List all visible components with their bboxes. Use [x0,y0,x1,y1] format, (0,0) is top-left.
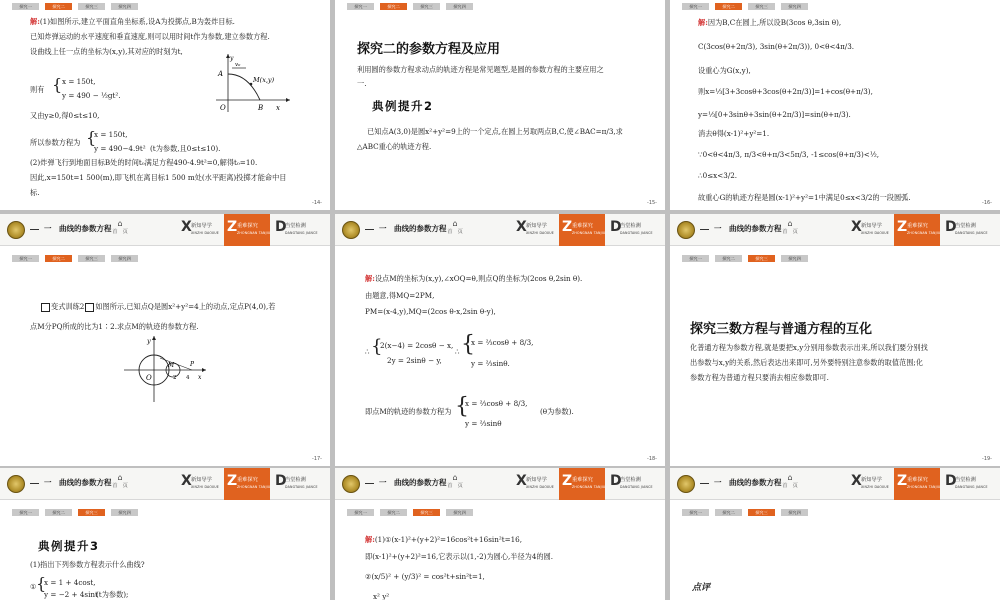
home-button[interactable]: ⌂ 首 页 [775,473,805,491]
slide-19[interactable] [670,214,1000,466]
section-tabs [12,255,144,263]
label-y: y [147,337,151,345]
school-logo [7,221,25,239]
slide-header [335,214,665,246]
nav-xinzhi-button[interactable]: X 新知导学 XINZHI DAOXUE [851,219,889,235]
solution-line-3: PM=(x-4,y),MQ=(2cos θ-x,2sin θ-y), [365,307,496,316]
brace: { [455,394,469,419]
system-eq-2: 2y = 2sinθ − y, [387,356,442,365]
label-v0: v₀ [235,62,241,68]
tab-2[interactable]: 探究二 [715,255,742,262]
exercise-line-1: 变式训练2 如图所示,已知点Q是圆x²+y²=4上的动点,定点P(4,0),若 [40,302,275,312]
system-eq-4: y = ⅔sinθ. [471,359,510,368]
school-logo [342,475,360,493]
school-logo [677,475,695,493]
slide-20[interactable] [0,468,330,600]
slide-15[interactable] [335,0,665,210]
tab-3[interactable]: 探究三 [413,509,440,516]
home-button[interactable]: ⌂ 首 页 [440,219,470,237]
section-tabs [682,509,814,517]
result-eq-y: y = ⅔sinθ [465,419,502,428]
tab-4[interactable]: 探究四 [446,3,473,10]
slide-header [0,214,330,246]
tab-3[interactable]: 探究三 [78,509,105,516]
curve-eq-x: x = 1 + 4cost, [44,578,96,587]
tab-4[interactable]: 探究四 [446,509,473,516]
tab-2[interactable]: 探究二 [45,3,72,10]
nav-zhongnan-button[interactable]: Z 重难探究 ZHONGNAN TANJIU [224,468,270,500]
nav-dangtang-button[interactable]: D 当堂检测 DANGTANG JIANCE [275,219,318,235]
section-tabs [347,3,479,11]
nav-zhongnan-button[interactable]: Z 重难探究 ZHONGNAN TANJIU [559,214,605,246]
section-tabs [12,3,144,11]
tab-1[interactable]: 探究一 [682,255,709,262]
tab-3[interactable]: 探究三 [748,3,775,10]
placeholder-box-icon [41,303,50,312]
placeholder-box-icon [85,303,94,312]
label-x: x [198,374,202,381]
intro-line-3: 参数方程为普通方程只要消去相应参数即可. [690,373,829,382]
example-heading: 典例提升2 [372,99,434,113]
tab-3[interactable]: 探究三 [78,255,105,262]
param-range: (t为参数,且0≤t≤10). [150,144,221,153]
home-button[interactable]: ⌂ 首 页 [440,473,470,491]
home-icon: ⌂ [787,219,793,228]
chapter-title: 一 曲线的参数方程 [379,224,447,233]
tab-4[interactable]: 探究四 [111,255,138,262]
tab-3[interactable]: 探究三 [78,3,105,10]
page-number: -17- [312,455,322,462]
solution-line-2: 由题意,得MQ=2PM, [365,291,435,300]
tick-2: 2 [173,375,177,381]
param-y: y = 490−4.9t² [94,144,146,153]
question-line-2: △ABC重心的轨迹方程. [357,142,432,151]
home-button[interactable]: ⌂ 首 页 [775,219,805,237]
label-m: M(x,y) [253,76,275,84]
slide-header [335,468,665,500]
exercise-line-2: 点M分PQ所成的比为1∶2.求点M的轨迹的参数方程. [30,322,199,331]
nav-dangtang-button[interactable]: D 当堂检测 DANGTANG JIANCE [610,219,653,235]
y-arrow [152,336,156,340]
school-logo [342,221,360,239]
solution-line-4: x² y² [373,592,390,600]
label-o: O [220,104,226,112]
solution-line-6: 消去θ得(x-1)²+y²=1. [698,129,770,138]
nav-dangtang-button[interactable]: D 当堂检测 DANGTANG JIANCE [945,473,988,489]
solution-line-1: 解:(1)如图所示,建立平面直角坐标系,设A为投掷点,B为轰炸目标. [30,17,235,26]
label-a: A [218,70,224,78]
label-m: M [168,362,175,369]
slide-header [0,468,330,500]
solution-line-7: ∵0<θ<4π/3, π/3<θ+π/3<5π/3, -1≤cos(θ+π/3)<½, [698,150,880,159]
slide-14[interactable] [0,0,330,210]
tab-4[interactable]: 探究四 [781,509,808,516]
question-line: (1)指出下列参数方程表示什么曲线? [30,560,145,569]
brace: { [36,574,47,593]
solution-line-3: 设曲线上任一点的坐标为(x,y),其对应的时刻为t, [30,47,183,56]
brace: { [461,332,475,357]
label-x: x [276,104,280,112]
slide-16[interactable] [670,0,1000,210]
circle-figure [120,334,210,404]
section-tabs [12,509,144,517]
intro-line-1: 利用圆的参数方程求动点的轨迹方程是常见题型,是圆的参数方程的主要应用之 [357,65,604,74]
brace: { [86,128,97,147]
tab-1[interactable]: 探究一 [682,509,709,516]
nav-dangtang-button[interactable]: D 当堂检测 DANGTANG JIANCE [610,473,653,489]
home-icon: ⌂ [452,473,458,482]
chapter-title: 一 曲线的参数方程 [714,224,782,233]
result-eq-x: x = ⅔cosθ + 8/3, [465,399,528,408]
solution-line-2: 已知炸弹运动的水平速度和垂直速度,则可以用时间t作为参数,建立参数方程. [30,32,270,41]
intro-line-2: 一. [357,79,367,88]
therefore-sign: ∴ [365,347,370,356]
tab-2[interactable]: 探究二 [715,3,742,10]
tab-3[interactable]: 探究三 [748,509,775,516]
section-tabs [682,3,814,11]
chapter-title: 一 曲线的参数方程 [714,478,782,487]
home-icon: ⌂ [452,219,458,228]
chapter-title: 一 曲线的参数方程 [44,478,112,487]
solution-line-7: (2)炸弹飞行到地面目标B处的时间t₀满足方程490-4.9t²=0,解得t₀=10. [30,158,258,167]
curve-note: (t为参数); [96,590,129,599]
nav-zhongnan-button[interactable]: Z 重难探究 ZHONGNAN TANJIU [559,468,605,500]
tab-4[interactable]: 探究四 [781,3,808,10]
tab-2[interactable]: 探究二 [380,3,407,10]
solution-line-8: 因此,x=150t=1 500(m),即飞机在离目标1 500 m处(水平距离)投掷才能命中目 [30,173,287,182]
x-arrow [202,368,206,372]
question-line-1: 已知点A(3,0)是圆x²+y²=9上的一个定点,在圆上另取两点B,C,使∠BAC=π/3,求 [367,127,623,136]
tab-2[interactable]: 探究二 [380,509,407,516]
home-button[interactable]: ⌂ 首 页 [105,473,135,491]
circled-one: ① [30,582,37,591]
solution-line-4: 则x=⅓[3+3cosθ+3cos(θ+2π/3)]=1+cos(θ+π/3), [698,87,873,96]
solution-line-9: 故重心G的轨迹方程是圆(x-1)²+y²=1中满足0≤x<3/2的一段圆弧. [698,193,911,202]
label-p: P [190,361,195,368]
nav-dangtang-button[interactable]: D 当堂检测 DANGTANG JIANCE [275,473,318,489]
slide-22[interactable] [670,468,1000,600]
tab-1[interactable]: 探究一 [682,3,709,10]
tab-4[interactable]: 探究四 [781,255,808,262]
solution-line-5: 又由y≥0,得0≤t≤10, [30,111,100,120]
system-eq-3: x = ⅔cosθ + 8/3, [471,338,534,347]
slide-header [670,468,1000,500]
solution-line-3: 设重心为G(x,y), [698,66,751,75]
chapter-title: 一 曲线的参数方程 [44,224,112,233]
chapter-title: 一 曲线的参数方程 [379,478,447,487]
tab-1[interactable]: 探究一 [347,3,374,10]
solution-line-5: y=⅓[0+3sinθ+3sin(θ+2π/3)]=sin(θ+π/3). [698,110,851,119]
school-logo [677,221,695,239]
tab-4[interactable]: 探究四 [111,509,138,516]
nav-xinzhi-button[interactable]: X 新知导学 XINZHI DAOXUE [181,473,219,489]
nav-zhongnan-button[interactable]: Z 重难探究 ZHONGNAN TANJIU [224,214,270,246]
page-number: -15- [647,199,657,206]
slide-header [670,214,1000,246]
eq-x: x = 150t, [62,77,96,86]
point-m [250,83,253,86]
therefore-sign-2: ∴ [455,347,460,356]
tab-1[interactable]: 探究一 [12,3,39,10]
tab-2[interactable]: 探究二 [45,255,72,262]
nav-zhongnan-button[interactable]: Z 重难探究 ZHONGNAN TANJIU [894,214,940,246]
x-arrow [286,98,290,102]
section-title: 探究二的参数方程及应用 [357,42,501,57]
solution-line-2: 即(x-1)²+(y+2)²=16,它表示以(1,-2)为圆心,半径为4的圆. [365,552,554,561]
label-o: O [146,374,152,382]
tab-1[interactable]: 探究一 [12,255,39,262]
slide-17[interactable] [0,214,330,466]
school-logo [7,475,25,493]
intro-line-1: 化普通方程为参数方程,就是要把x,y分别用参数表示出来,所以我们要分别找 [690,343,928,352]
slide-21[interactable] [335,468,665,600]
system-eq-1: 2(x−4) = 2cosθ − x, [380,341,454,350]
nav-dangtang-button[interactable]: D 当堂检测 DANGTANG JIANCE [945,219,988,235]
param-x: x = 150t, [94,130,128,139]
solution-line-9: 标. [30,188,40,197]
section-tabs [347,509,479,517]
solution-line-3: ②(x/5)² + (y/3)² = cos²t+sin²t=1, [365,572,485,581]
label-y: y [230,55,234,62]
solution-line-1: 解:因为B,C在圆上,所以设B(3cos θ,3sin θ), [698,18,842,27]
page-number: -18- [647,455,657,462]
solution-line-2: C(3cos(θ+2π/3), 3sin(θ+2π/3)), 0<θ<4π/3. [698,42,855,51]
slide-18[interactable] [335,214,665,466]
tab-4[interactable]: 探究四 [111,3,138,10]
tab-2[interactable]: 探究二 [715,509,742,516]
eq-y: y = 490 − ½gt². [62,91,121,100]
home-button[interactable]: ⌂ 首 页 [105,219,135,237]
tab-2[interactable]: 探究二 [45,509,72,516]
label-b: B [258,104,264,112]
curve-eq-y: y = −2 + 4sint [44,590,98,599]
solution-line-1: 解:设点M的坐标为(x,y),∠xOQ=θ,则点Q的坐标为(2cos θ,2sin θ). [365,274,583,283]
solution-line-1: 解:(1)①(x-1)²+(y+2)²=16cos²t+16sin²t=16, [365,535,523,544]
tab-3[interactable]: 探究三 [413,3,440,10]
tab-1[interactable]: 探究一 [12,509,39,516]
nav-xinzhi-button[interactable]: X 新知导学 XINZHI DAOXUE [516,473,554,489]
page-number: -16- [982,199,992,206]
brace: { [371,336,383,357]
home-icon: ⌂ [787,473,793,482]
solution-line-8: ∴0≤x<3/2. [698,171,738,180]
page-number: -19- [982,455,992,462]
comment-heading: 点评 [692,583,711,593]
section-tabs [682,255,814,263]
page-number: -14- [312,199,322,206]
tick-4: 4 [186,375,190,381]
nav-xinzhi-button[interactable]: X 新知导学 XINZHI DAOXUE [516,219,554,235]
trajectory-figure [208,52,292,118]
nav-zhongnan-button[interactable]: Z 重难探究 ZHONGNAN TANJIU [894,468,940,500]
home-icon: ⌂ [117,219,123,228]
segment-pq [160,358,192,370]
example-heading: 典例提升3 [38,539,100,553]
param-label: 所以参数方程为 [30,138,81,147]
brace: { [52,75,63,94]
section-title: 探究三数方程与普通方程的互化 [690,322,873,337]
nav-xinzhi-button[interactable]: X 新知导学 XINZHI DAOXUE [181,219,219,235]
intro-line-2: 出参数与x,y的关系,然后表达出来即可,另外要特别注意参数的取值范围;化 [690,358,924,367]
system-label: 则有 [30,85,45,94]
nav-xinzhi-button[interactable]: X 新知导学 XINZHI DAOXUE [851,473,889,489]
home-icon: ⌂ [117,473,123,482]
result-note: (θ为参数). [540,407,574,416]
result-label: 即点M的轨迹的参数方程为 [365,407,452,416]
tab-3[interactable]: 探究三 [748,255,775,262]
tab-1[interactable]: 探究一 [347,509,374,516]
